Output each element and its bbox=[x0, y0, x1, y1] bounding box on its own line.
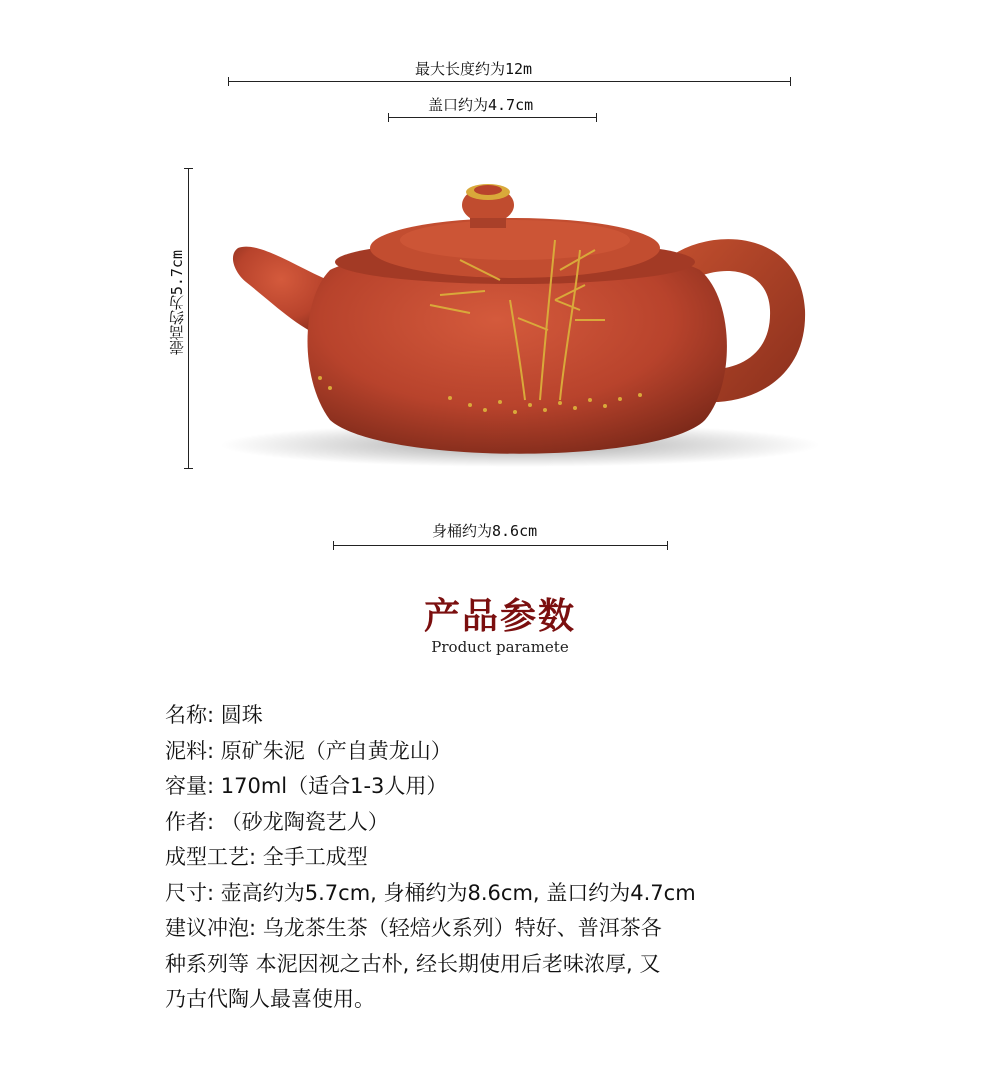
spec-name: 名称: 圆珠 bbox=[165, 703, 263, 727]
lid-opening-label: 盖口约为4.7cm bbox=[428, 96, 534, 114]
teapot-illustration bbox=[0, 0, 1000, 520]
spec-author: 作者: （砂龙陶瓷艺人） bbox=[165, 809, 389, 834]
body-width-tick-right bbox=[667, 541, 668, 550]
spec-size: 尺寸: 壶高约为5.7cm, 身桶约为8.6cm, 盖口约为4.7cm bbox=[165, 880, 696, 905]
section-title: 产品参数 bbox=[423, 596, 576, 637]
spec-clay: 泥料: 原矿朱泥（产自黄龙山） bbox=[165, 738, 452, 763]
body-width-label: 身桶约为8.6cm bbox=[432, 522, 538, 540]
body-width-tick-left bbox=[333, 541, 334, 550]
spec-list bbox=[165, 698, 865, 1018]
spec-brewing-2: 种系列等 本泥因视之古朴, 经长期使用后老味浓厚, 又 bbox=[165, 951, 661, 976]
spec-brewing-1: 建议冲泡: 乌龙茶生茶（轻焙火系列）特好、普洱茶各 bbox=[165, 916, 662, 940]
spec-craft: 成型工艺: 全手工成型 bbox=[165, 845, 368, 869]
pot-height-label: 壶高约为5.7cm bbox=[168, 250, 186, 356]
body-width-line bbox=[333, 545, 667, 546]
section-subtitle: Product paramete bbox=[431, 638, 569, 656]
spec-capacity: 容量: 170ml（适合1-3人用） bbox=[165, 774, 448, 798]
max-length-label: 最大长度约为12m bbox=[415, 60, 533, 78]
spec-brewing-3: 乃古代陶人最喜使用。 bbox=[165, 987, 375, 1011]
